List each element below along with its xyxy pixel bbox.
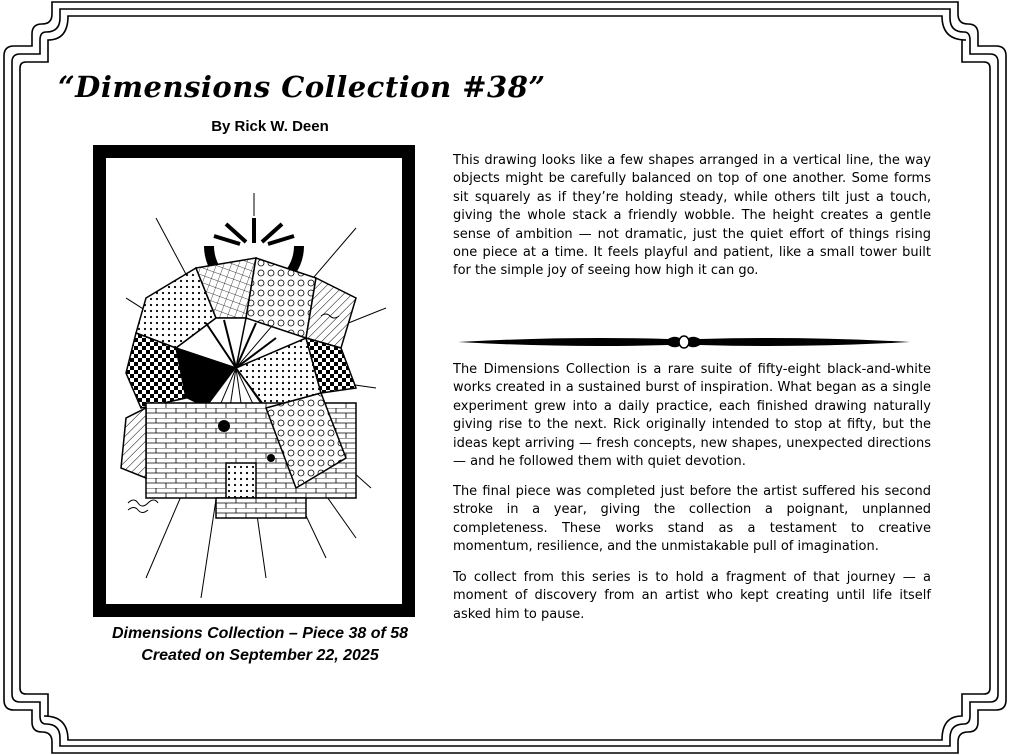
caption-creation-date: Created on September 22, 2025 — [141, 647, 379, 664]
artwork-image — [93, 145, 415, 617]
description-paragraph: This drawing looks like a few shapes arranged in a vertical line, the way objects might be carefully balanced on top of one another. Some forms sit squarely as if they’re holding steady, while others tilt just a touch, giving the whole stack a friendly wobble. The height creates a gentle sense of ambition — not dramatic, just the quiet effort of things rising one piece at a time. It feels playful and patient, like a small tower built for the simple joy of seeing how high it can go. — [453, 153, 931, 279]
artist-byline: By Rick W. Deen — [211, 118, 329, 135]
caption-piece-number: Dimensions Collection – Piece 38 of 58 — [111, 625, 409, 642]
collector-paragraph: To collect from this series is to hold a fragment of that journey — a moment of discovery from an artist who kept creating until life itself asked him to pause. — [453, 570, 931, 622]
final-piece-paragraph: The final piece was completed just before the artist suffered his second stroke in a year, giving the collection a poignant, unplanned completeness. These works stand as a testament to creative momentum, resilience, and the unmistakable pull of imagination. — [453, 484, 931, 555]
collection-paragraph: The Dimensions Collection is a rare suite of fifty-eight black-and-white works created in a sustained burst of inspiration. What began as a single experiment grew into a daily practice, each finished drawing naturally giving rise to the next. Rick originally intended to stop at fifty, but the ideas kept arriving — fresh concepts, new shapes, unexpected directions — and he followed them with quiet devotion. — [453, 362, 931, 470]
artwork-drawing — [106, 158, 402, 604]
artwork-caption — [60, 623, 460, 667]
artwork-title: “Dimensions Collection #38” — [58, 70, 546, 104]
ornamental-divider — [458, 330, 910, 354]
